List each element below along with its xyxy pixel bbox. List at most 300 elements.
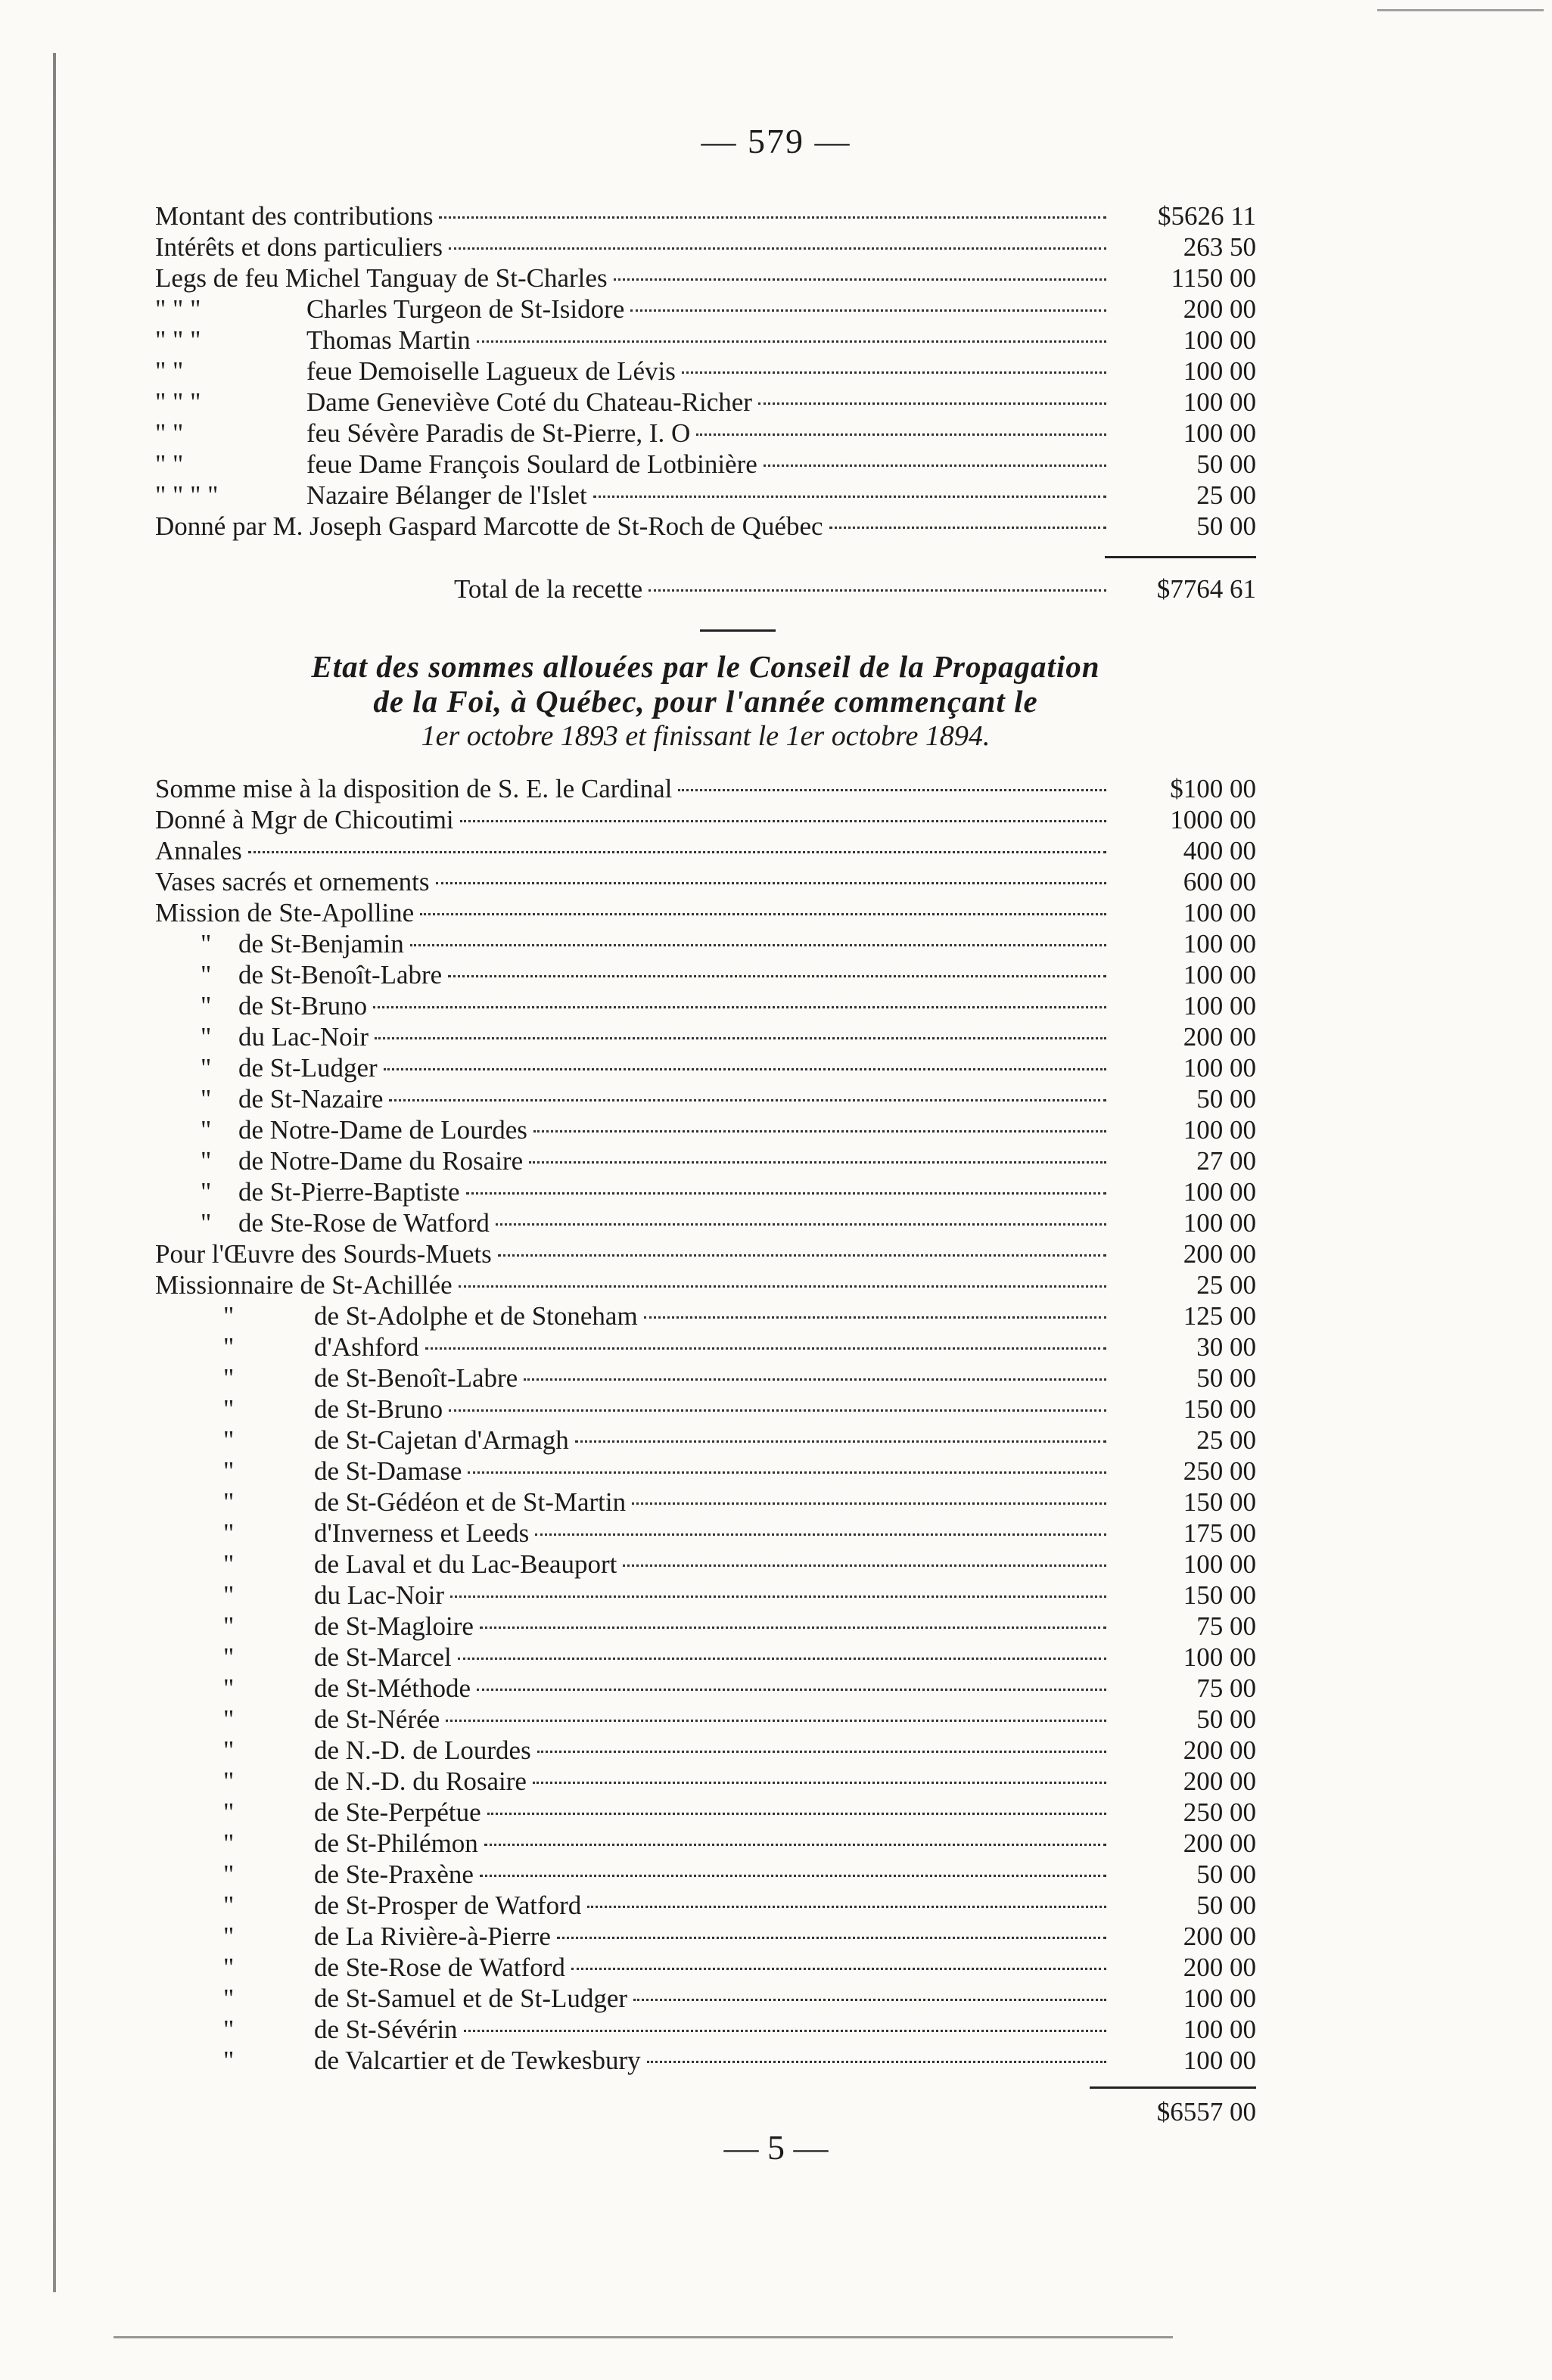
ditto-mark: " [201, 1053, 212, 1083]
allocations-row [155, 990, 1256, 1021]
allocations-row [155, 897, 1256, 928]
allocations-amount: 75 00 [1196, 1673, 1256, 1703]
allocations-text: d'Ashford [314, 1332, 419, 1362]
allocations-row [155, 1083, 1256, 1114]
allocations-amount: 100 00 [1183, 1549, 1256, 1579]
ditto-mark: " [223, 1363, 235, 1393]
allocations-text: de St-Adolphe et de Stoneham [314, 1301, 638, 1331]
ditto-mark: " [223, 2015, 235, 2044]
ditto-mark: " " " " [155, 480, 219, 510]
allocations-amount: 25 00 [1196, 1270, 1256, 1300]
allocations-amount: 100 00 [1183, 898, 1256, 927]
allocations-text: d'Inverness et Leeds [314, 1518, 530, 1548]
receipts-text: Montant des contributions [155, 201, 434, 231]
allocations-row [155, 1456, 1256, 1487]
receipts-label [155, 263, 608, 294]
ditto-mark: " [223, 1797, 235, 1827]
allocations-label [155, 1269, 453, 1300]
allocations-label [155, 1704, 440, 1735]
leader-dots [384, 1068, 1106, 1070]
receipts-text: Legs de feu Michel Tanguay de St-Charles [155, 263, 608, 293]
allocations-label [155, 1611, 474, 1642]
receipts-row [155, 263, 1256, 294]
allocations-text: Pour l'Œuvre des Sourds-Muets [155, 1239, 492, 1269]
receipts-amount: 100 00 [1183, 418, 1256, 448]
allocations-label [155, 1859, 474, 1890]
allocations-text: Donné à Mgr de Chicoutimi [155, 805, 454, 834]
leader-dots [647, 2061, 1106, 2063]
leader-dots [524, 1378, 1106, 1381]
ditto-mark: " [223, 1580, 235, 1610]
allocations-label [155, 1735, 531, 1766]
leader-dots [537, 1751, 1106, 1753]
receipts-amount: 100 00 [1183, 325, 1256, 355]
allocations-row [155, 959, 1256, 990]
allocations-amount: 200 00 [1183, 1766, 1256, 1796]
ditto-mark: " [201, 1022, 212, 1052]
allocations-row [155, 1704, 1256, 1735]
receipts-amount: 25 00 [1196, 480, 1256, 510]
ditto-mark: " [223, 1673, 235, 1703]
leader-dots [630, 309, 1106, 312]
allocations-label [155, 1518, 529, 1549]
leader-dots [480, 1875, 1106, 1877]
allocations-amount: 200 00 [1183, 1922, 1256, 1951]
receipts-amount: 100 00 [1183, 356, 1256, 386]
ditto-mark: " [223, 1611, 235, 1641]
leader-dots [464, 2030, 1106, 2032]
receipts-amount: 263 50 [1183, 232, 1256, 262]
ditto-mark: " [223, 1828, 235, 1858]
receipts-label [155, 294, 624, 325]
leader-dots [459, 1285, 1106, 1288]
allocations-amount: 200 00 [1183, 1022, 1256, 1052]
allocations-text: de Ste-Rose de Watford [314, 1953, 565, 1982]
ditto-mark: " " [155, 418, 184, 448]
leader-dots [648, 589, 1106, 592]
allocations-label [155, 2014, 458, 2045]
ditto-mark: " [223, 1984, 235, 2013]
allocations-text: de N.-D. de Lourdes [314, 1735, 531, 1765]
scan-edge-bottom [114, 2336, 1173, 2338]
ditto-mark: " [223, 1549, 235, 1579]
allocations-amount: 200 00 [1183, 1239, 1256, 1269]
allocations-text: du Lac-Noir [314, 1580, 445, 1610]
ditto-mark: " [223, 1766, 235, 1796]
allocations-amount: 50 00 [1196, 1860, 1256, 1889]
allocations-row [155, 1611, 1256, 1642]
receipts-text: Thomas Martin [306, 325, 471, 355]
allocations-amount: 50 00 [1196, 1363, 1256, 1393]
ditto-mark: " [223, 1953, 235, 1982]
allocations-label [155, 959, 442, 990]
receipts-amount: $5626 11 [1158, 201, 1256, 231]
leader-dots [449, 1409, 1106, 1412]
allocations-label [155, 1331, 419, 1362]
heading-line-2: de la Foi, à Québec, pour l'année commençant le [373, 684, 1038, 719]
allocations-amount: 100 00 [1183, 1115, 1256, 1145]
allocations-row [155, 1145, 1256, 1176]
allocations-text: de St-Benjamin [238, 929, 404, 959]
allocations-total: $6557 00 [1156, 2097, 1256, 2127]
allocations-row [155, 928, 1256, 959]
allocations-label [155, 1890, 581, 1921]
leader-dots [450, 1595, 1106, 1598]
allocations-amount: 100 00 [1183, 991, 1256, 1021]
allocations-label [155, 1021, 369, 1052]
ditto-mark: " [201, 1115, 212, 1145]
ditto-mark: " [223, 1922, 235, 1951]
allocations-text: de St-Pierre-Baptiste [238, 1177, 460, 1207]
ditto-mark: " " [155, 449, 184, 479]
allocations-label [155, 897, 414, 928]
allocations-amount: 250 00 [1183, 1797, 1256, 1827]
ditto-mark: " [223, 1642, 235, 1672]
receipts-total-row [155, 573, 1256, 604]
allocations-label [155, 1487, 626, 1518]
allocations-amount: 50 00 [1196, 1704, 1256, 1734]
allocations-label [155, 1362, 518, 1394]
bottom-total-rule [1090, 2086, 1256, 2089]
receipts-amount: 50 00 [1196, 449, 1256, 479]
leader-dots [448, 975, 1106, 977]
receipts-row [155, 449, 1256, 480]
receipts-text: Nazaire Bélanger de l'Islet [306, 480, 587, 510]
allocations-text: de St-Nazaire [238, 1084, 384, 1114]
receipts-row [155, 356, 1256, 387]
ditto-mark: " [223, 1487, 235, 1517]
allocations-row [155, 1642, 1256, 1673]
allocations-label [155, 773, 672, 804]
allocations-amount: 100 00 [1183, 2046, 1256, 2075]
allocations-row [155, 1300, 1256, 1331]
allocations-amount: 25 00 [1196, 1425, 1256, 1455]
allocations-text: de St-Benoît-Labre [314, 1363, 518, 1393]
receipts-row [155, 418, 1256, 449]
allocations-heading [155, 649, 1256, 753]
allocations-label [155, 1300, 638, 1331]
allocations-row [155, 1859, 1256, 1890]
section-divider [700, 629, 776, 632]
leader-dots [696, 433, 1106, 436]
page-number: — 579 — [701, 122, 851, 160]
ditto-mark: " " " [155, 294, 201, 324]
receipts-row [155, 200, 1256, 231]
heading-line-1: Etat des sommes allouées par le Conseil de la Propagation [311, 649, 1100, 684]
allocations-label [155, 1766, 527, 1797]
leader-dots [480, 1627, 1106, 1629]
receipts-total-label: Total de la recette [454, 574, 643, 604]
receipts-label [155, 200, 433, 231]
allocations-text: Mission de Ste-Apolline [155, 898, 415, 927]
ditto-mark: " [223, 1394, 235, 1424]
allocations-text: de Ste-Rose de Watford [238, 1208, 490, 1238]
ditto-mark: " [223, 1860, 235, 1889]
ditto-mark: " [201, 1146, 212, 1176]
leader-dots [764, 465, 1106, 467]
leader-dots [533, 1130, 1106, 1133]
leader-dots [477, 340, 1106, 343]
leader-dots [587, 1906, 1106, 1908]
allocations-label [155, 1549, 617, 1580]
leader-dots [420, 913, 1106, 915]
allocations-row [155, 1580, 1256, 1611]
leader-dots [460, 820, 1106, 822]
allocations-label [155, 1238, 492, 1269]
allocations-label [155, 866, 430, 897]
receipts-row [155, 511, 1256, 542]
allocations-row [155, 1487, 1256, 1518]
receipts-text: Donné par M. Joseph Gaspard Marcotte de St-Roch de Québec [155, 511, 823, 541]
receipts-label [155, 356, 676, 387]
receipts-text: Charles Turgeon de St-Isidore [306, 294, 625, 324]
ditto-mark: " [201, 991, 212, 1021]
allocations-label [155, 1456, 462, 1487]
leader-dots [449, 247, 1106, 250]
allocations-label [155, 928, 404, 959]
receipts-label [155, 325, 471, 356]
allocations-text: Vases sacrés et ornements [155, 867, 430, 896]
receipts-row [155, 480, 1256, 511]
allocations-row [155, 1828, 1256, 1859]
ditto-mark: " " " [155, 325, 201, 355]
allocations-row [155, 804, 1256, 835]
allocations-label [155, 1425, 569, 1456]
ditto-mark: " " " [155, 387, 201, 417]
allocations-label [155, 1952, 565, 1983]
allocations-text: Missionnaire de St-Achillée [155, 1270, 453, 1300]
leader-dots [375, 1037, 1106, 1039]
allocations-label [155, 804, 454, 835]
allocations-row [155, 1394, 1256, 1425]
allocations-row [155, 1797, 1256, 1828]
receipts-label [155, 449, 757, 480]
allocations-amount: 100 00 [1183, 1642, 1256, 1672]
receipts-row [155, 294, 1256, 325]
allocations-text: de Ste-Perpétue [314, 1797, 481, 1827]
leader-dots [633, 1999, 1106, 2001]
allocations-amount: 250 00 [1183, 1456, 1256, 1486]
allocations-amount: 30 00 [1196, 1332, 1256, 1362]
allocations-text: de N.-D. du Rosaire [314, 1766, 527, 1796]
receipts-label [155, 387, 752, 418]
allocations-label [155, 1207, 490, 1238]
ditto-mark: " [201, 1084, 212, 1114]
allocations-label [155, 1114, 527, 1145]
allocations-row [155, 1052, 1256, 1083]
leader-dots [557, 1937, 1106, 1939]
allocations-amount: 100 00 [1183, 2015, 1256, 2044]
allocations-text: de St-Gédéon et de St-Martin [314, 1487, 627, 1517]
allocations-label [155, 1176, 460, 1207]
allocations-row [155, 1331, 1256, 1362]
allocations-amount: 50 00 [1196, 1084, 1256, 1114]
allocations-text: de St-Nérée [314, 1704, 440, 1734]
leader-dots [248, 851, 1106, 853]
allocations-text: de St-Samuel et de St-Ludger [314, 1984, 628, 2013]
allocations-row [155, 835, 1256, 866]
ditto-mark: " [223, 1704, 235, 1734]
receipts-label [155, 511, 823, 542]
leader-dots [496, 1223, 1106, 1226]
ditto-mark: " [223, 1735, 235, 1765]
scan-edge-top [1377, 9, 1544, 11]
allocations-amount: 200 00 [1183, 1953, 1256, 1982]
scan-edge-left [53, 53, 56, 2292]
receipts-total-amount: $7764 61 [1156, 574, 1256, 604]
leader-dots [533, 1782, 1106, 1784]
allocations-label [155, 1983, 627, 2014]
allocations-amount: 27 00 [1196, 1146, 1256, 1176]
allocations-row [155, 1921, 1256, 1952]
allocations-amount: 600 00 [1183, 867, 1256, 896]
allocations-label [155, 1083, 383, 1114]
receipts-amount: 1150 00 [1171, 263, 1256, 293]
allocations-text: de St-Benoît-Labre [238, 960, 443, 990]
allocations-row [155, 1983, 1256, 2014]
allocations-label [155, 2045, 641, 2076]
leader-dots [439, 216, 1106, 219]
leader-dots [529, 1161, 1106, 1164]
leader-dots [373, 1006, 1106, 1008]
allocations-amount: 100 00 [1183, 960, 1256, 990]
allocations-row [155, 1114, 1256, 1145]
leader-dots [484, 1844, 1106, 1846]
allocations-row [155, 1021, 1256, 1052]
leader-dots [425, 1347, 1106, 1350]
allocations-amount: 150 00 [1183, 1394, 1256, 1424]
allocations-text: de St-Ludger [238, 1053, 378, 1083]
heading-line-3: 1er octobre 1893 et finissant le 1er octobre 1894. [421, 720, 991, 752]
receipts-label [155, 231, 443, 263]
ditto-mark: " [223, 1456, 235, 1486]
ditto-mark: " [201, 1208, 212, 1238]
allocations-label [155, 1921, 551, 1952]
ditto-mark: " [223, 1425, 235, 1455]
allocations-text: de Valcartier et de Tewkesbury [314, 2046, 641, 2075]
allocations-row [155, 2014, 1256, 2045]
allocations-text: de St-Magloire [314, 1611, 474, 1641]
leader-dots [632, 1502, 1106, 1505]
allocations-row [155, 1362, 1256, 1394]
allocations-label [155, 1145, 523, 1176]
allocations-text: de La Rivière-à-Pierre [314, 1922, 551, 1951]
allocations-row [155, 1735, 1256, 1766]
allocations-amount: 150 00 [1183, 1487, 1256, 1517]
allocations-text: de Laval et du Lac-Beauport [314, 1549, 617, 1579]
allocations-row [155, 1269, 1256, 1300]
leader-dots [498, 1254, 1106, 1257]
allocations-text: Somme mise à la disposition de S. E. le Cardinal [155, 774, 673, 803]
allocations-text: de St-Prosper de Watford [314, 1891, 582, 1920]
leader-dots [614, 278, 1106, 281]
allocations-row [155, 1673, 1256, 1704]
allocations-text: de Ste-Praxène [314, 1860, 474, 1889]
receipts-text: Intérêts et dons particuliers [155, 232, 443, 262]
leader-dots [829, 527, 1106, 529]
ditto-mark: " [223, 1891, 235, 1920]
ditto-mark: " [201, 1177, 212, 1207]
allocations-text: de St-Bruno [238, 991, 368, 1021]
allocations-amount: 100 00 [1183, 1177, 1256, 1207]
receipts-amount: 100 00 [1183, 387, 1256, 417]
allocations-amount: 400 00 [1183, 836, 1256, 865]
leader-dots [593, 496, 1106, 498]
allocations-row [155, 1425, 1256, 1456]
allocations-text: de St-Damase [314, 1456, 462, 1486]
allocations-text: de St-Sévérin [314, 2015, 458, 2044]
allocations-text: du Lac-Noir [238, 1022, 369, 1052]
receipts-amount: 50 00 [1196, 511, 1256, 541]
leader-dots [644, 1316, 1106, 1319]
allocations-amount: 150 00 [1183, 1580, 1256, 1610]
allocations-row [155, 1207, 1256, 1238]
allocations-text: de St-Méthode [314, 1673, 471, 1703]
receipts-text: Dame Geneviève Coté du Chateau-Richer [306, 387, 752, 417]
allocations-row [155, 1952, 1256, 1983]
allocations-text: de Notre-Dame du Rosaire [238, 1146, 524, 1176]
allocations-label [155, 1642, 452, 1673]
receipts-amount: 200 00 [1183, 294, 1256, 324]
allocations-amount: 175 00 [1183, 1518, 1256, 1548]
ditto-mark: " " [155, 356, 184, 386]
ditto-mark: " [223, 1332, 235, 1362]
allocations-amount: 100 00 [1183, 1208, 1256, 1238]
leader-dots [436, 882, 1106, 884]
signature-mark: — 5 — [723, 2128, 829, 2167]
allocations-row [155, 1238, 1256, 1269]
allocations-row [155, 1176, 1256, 1207]
leader-dots [477, 1689, 1106, 1691]
leader-dots [487, 1813, 1106, 1815]
allocations-label [155, 1797, 481, 1828]
allocations-text: Annales [155, 836, 242, 865]
leader-dots [458, 1658, 1106, 1660]
allocations-label [155, 1673, 471, 1704]
receipts-row [155, 387, 1256, 418]
receipts-text: feue Dame François Soulard de Lotbinière [306, 449, 757, 479]
leader-dots [466, 1192, 1106, 1195]
ditto-mark: " [223, 1301, 235, 1331]
allocations-text: de St-Cajetan d'Armagh [314, 1425, 569, 1455]
allocations-label [155, 1580, 444, 1611]
receipts-row [155, 231, 1256, 263]
ditto-mark: " [201, 929, 212, 959]
allocations-row [155, 1549, 1256, 1580]
leader-dots [446, 1720, 1106, 1722]
receipts-text: feue Demoiselle Lagueux de Lévis [306, 356, 676, 386]
allocations-label [155, 1052, 378, 1083]
allocations-amount: 75 00 [1196, 1611, 1256, 1641]
receipts-label [155, 418, 690, 449]
allocations-label [155, 990, 367, 1021]
receipts-text: feu Sévère Paradis de St-Pierre, I. O [306, 418, 691, 448]
leader-dots [389, 1099, 1106, 1101]
leader-dots [575, 1440, 1106, 1443]
allocations-amount: 50 00 [1196, 1891, 1256, 1920]
allocations-label [155, 1394, 443, 1425]
receipts-label [155, 480, 587, 511]
leader-dots [682, 371, 1106, 374]
allocations-amount: 100 00 [1183, 929, 1256, 959]
allocations-label [155, 1828, 478, 1859]
allocations-text: de St-Philémon [314, 1828, 478, 1858]
total-rule [1105, 556, 1256, 558]
allocations-text: de St-Bruno [314, 1394, 443, 1424]
allocations-row [155, 773, 1256, 804]
leader-dots [571, 1968, 1106, 1970]
ditto-mark: " [223, 1518, 235, 1548]
